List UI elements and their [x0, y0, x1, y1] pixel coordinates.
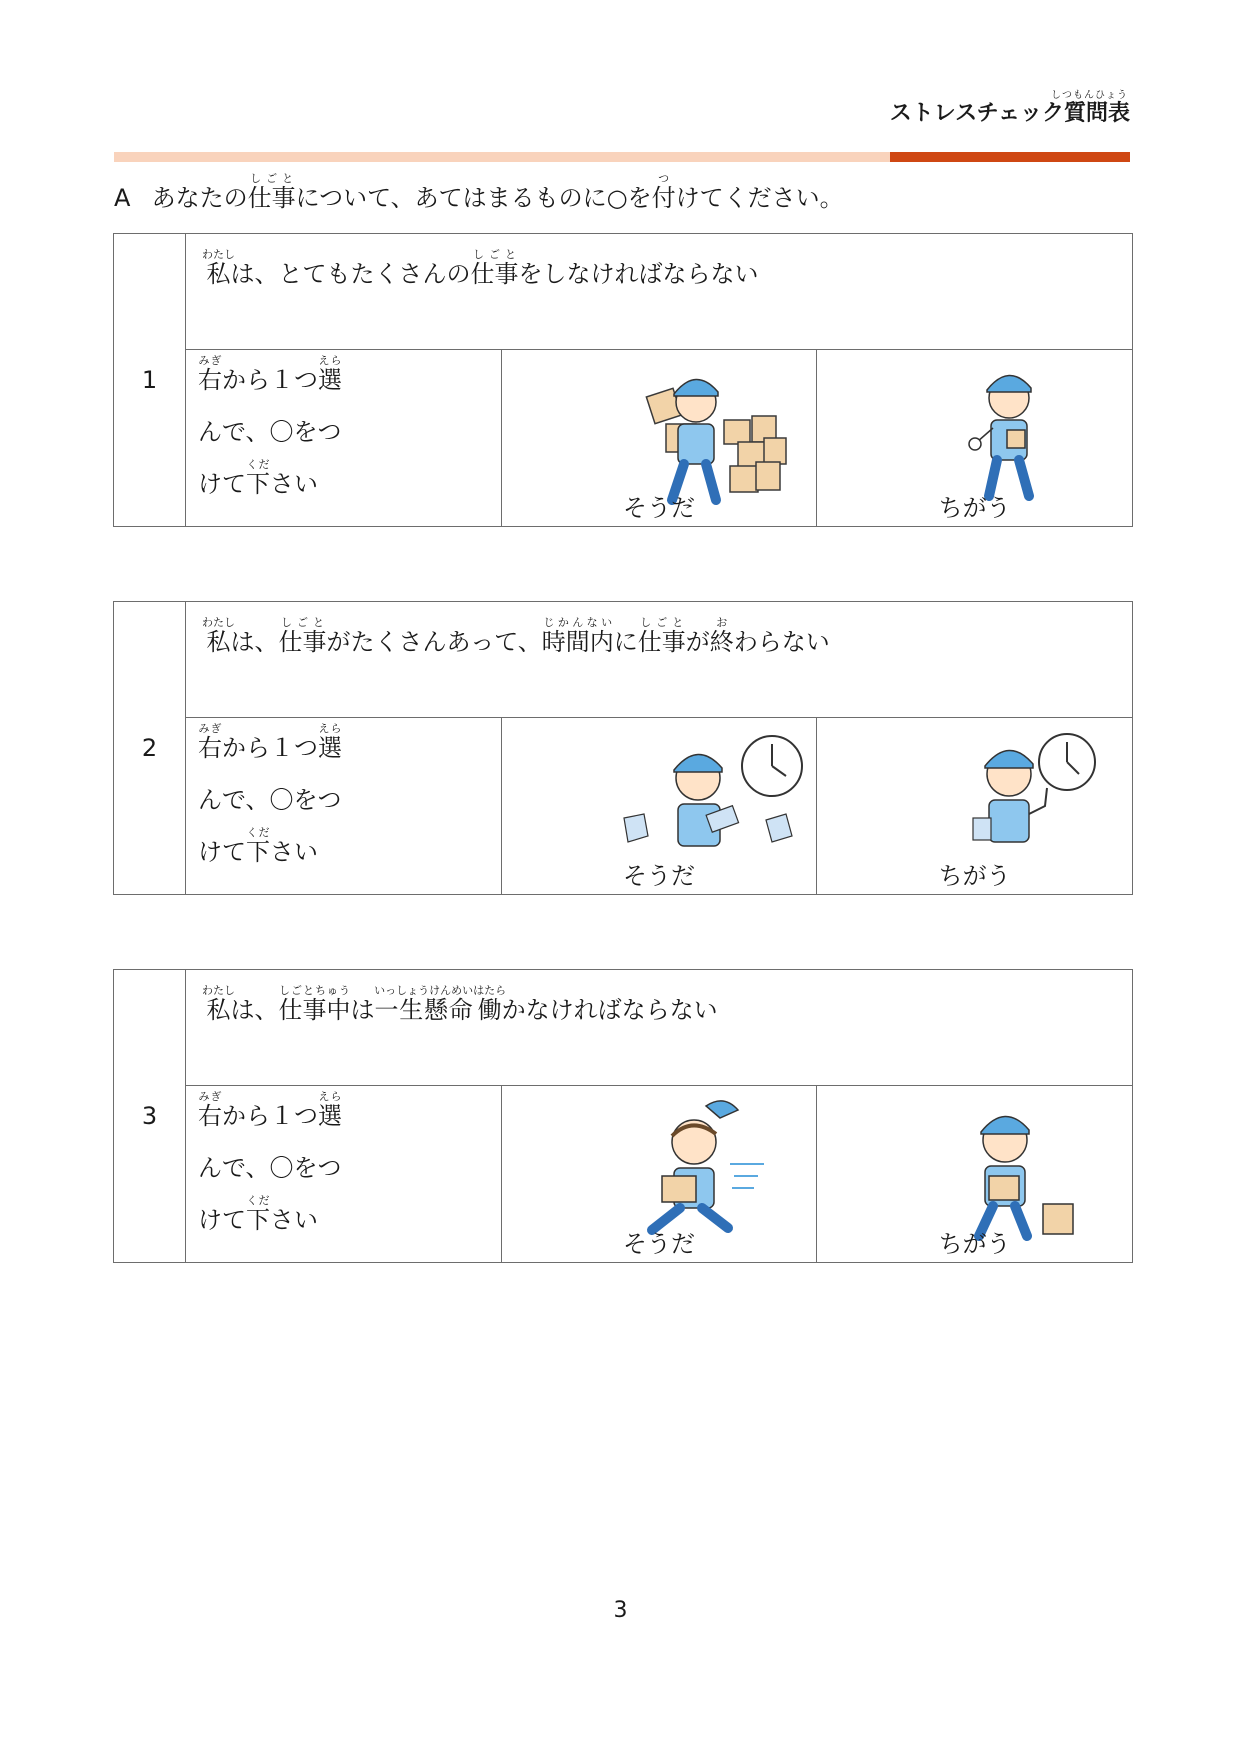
page-number: 3 [613, 1598, 628, 1623]
instruction-cell: 右みぎから１つ選えら んで、〇をつ けて下ください [186, 1086, 502, 1263]
intro-ruby-tsu: 付つ [651, 172, 676, 212]
intro-text-mid: について、あてはまるものに○を [295, 184, 652, 212]
question-statement: 私わたしは、仕事中しごとちゅうは一生懸命いっしょうけんめい働はたらかなければならない [186, 970, 1133, 1086]
header-accent-bar-light [114, 152, 890, 162]
option-no-cell[interactable] [817, 1086, 1133, 1263]
header-title-ruby: しつもんひょう [1051, 90, 1128, 101]
option-no-cell[interactable] [817, 350, 1133, 527]
question-table-3 [113, 969, 1133, 1263]
intro-text: あなたの [151, 184, 248, 212]
section-intro [114, 172, 844, 218]
question-table-1 [113, 233, 1133, 527]
question-number: 1 [114, 234, 186, 527]
option-no-label: ちがう [938, 494, 1011, 522]
option-no-label: ちがう [938, 862, 1011, 890]
intro-text-post: けてください。 [675, 184, 844, 212]
intro-ruby-shigoto: 仕事しごと [247, 172, 296, 212]
option-yes-label: そうだ [622, 862, 695, 890]
option-yes-label: そうだ [622, 494, 695, 522]
question-statement: 私わたしは、仕事しごとがたくさんあって、時間内じかんないに仕事しごとが終おわらない [186, 602, 1133, 718]
header-accent-bar-dark [890, 152, 1130, 162]
document-header [880, 90, 1130, 127]
question-statement: 私わたしは、とてもたくさんの仕事しごとをしなければならない [186, 234, 1133, 350]
option-yes-cell[interactable] [501, 1086, 817, 1263]
instruction-cell: 右みぎから１つ選えら んで、〇をつ けて下ください [186, 350, 502, 527]
header-title: ストレスチェック質問表 [889, 101, 1130, 126]
option-yes-cell[interactable] [501, 718, 817, 895]
option-yes-cell[interactable] [501, 350, 817, 527]
question-number: 2 [114, 602, 186, 895]
question-table-2 [113, 601, 1133, 895]
section-letter: A [114, 184, 131, 212]
option-no-label: ちがう [938, 1230, 1011, 1258]
question-number: 3 [114, 970, 186, 1263]
option-no-cell[interactable] [817, 718, 1133, 895]
instruction-cell: 右みぎから１つ選えら んで、〇をつ けて下ください [186, 718, 502, 895]
option-yes-label: そうだ [622, 1230, 695, 1258]
